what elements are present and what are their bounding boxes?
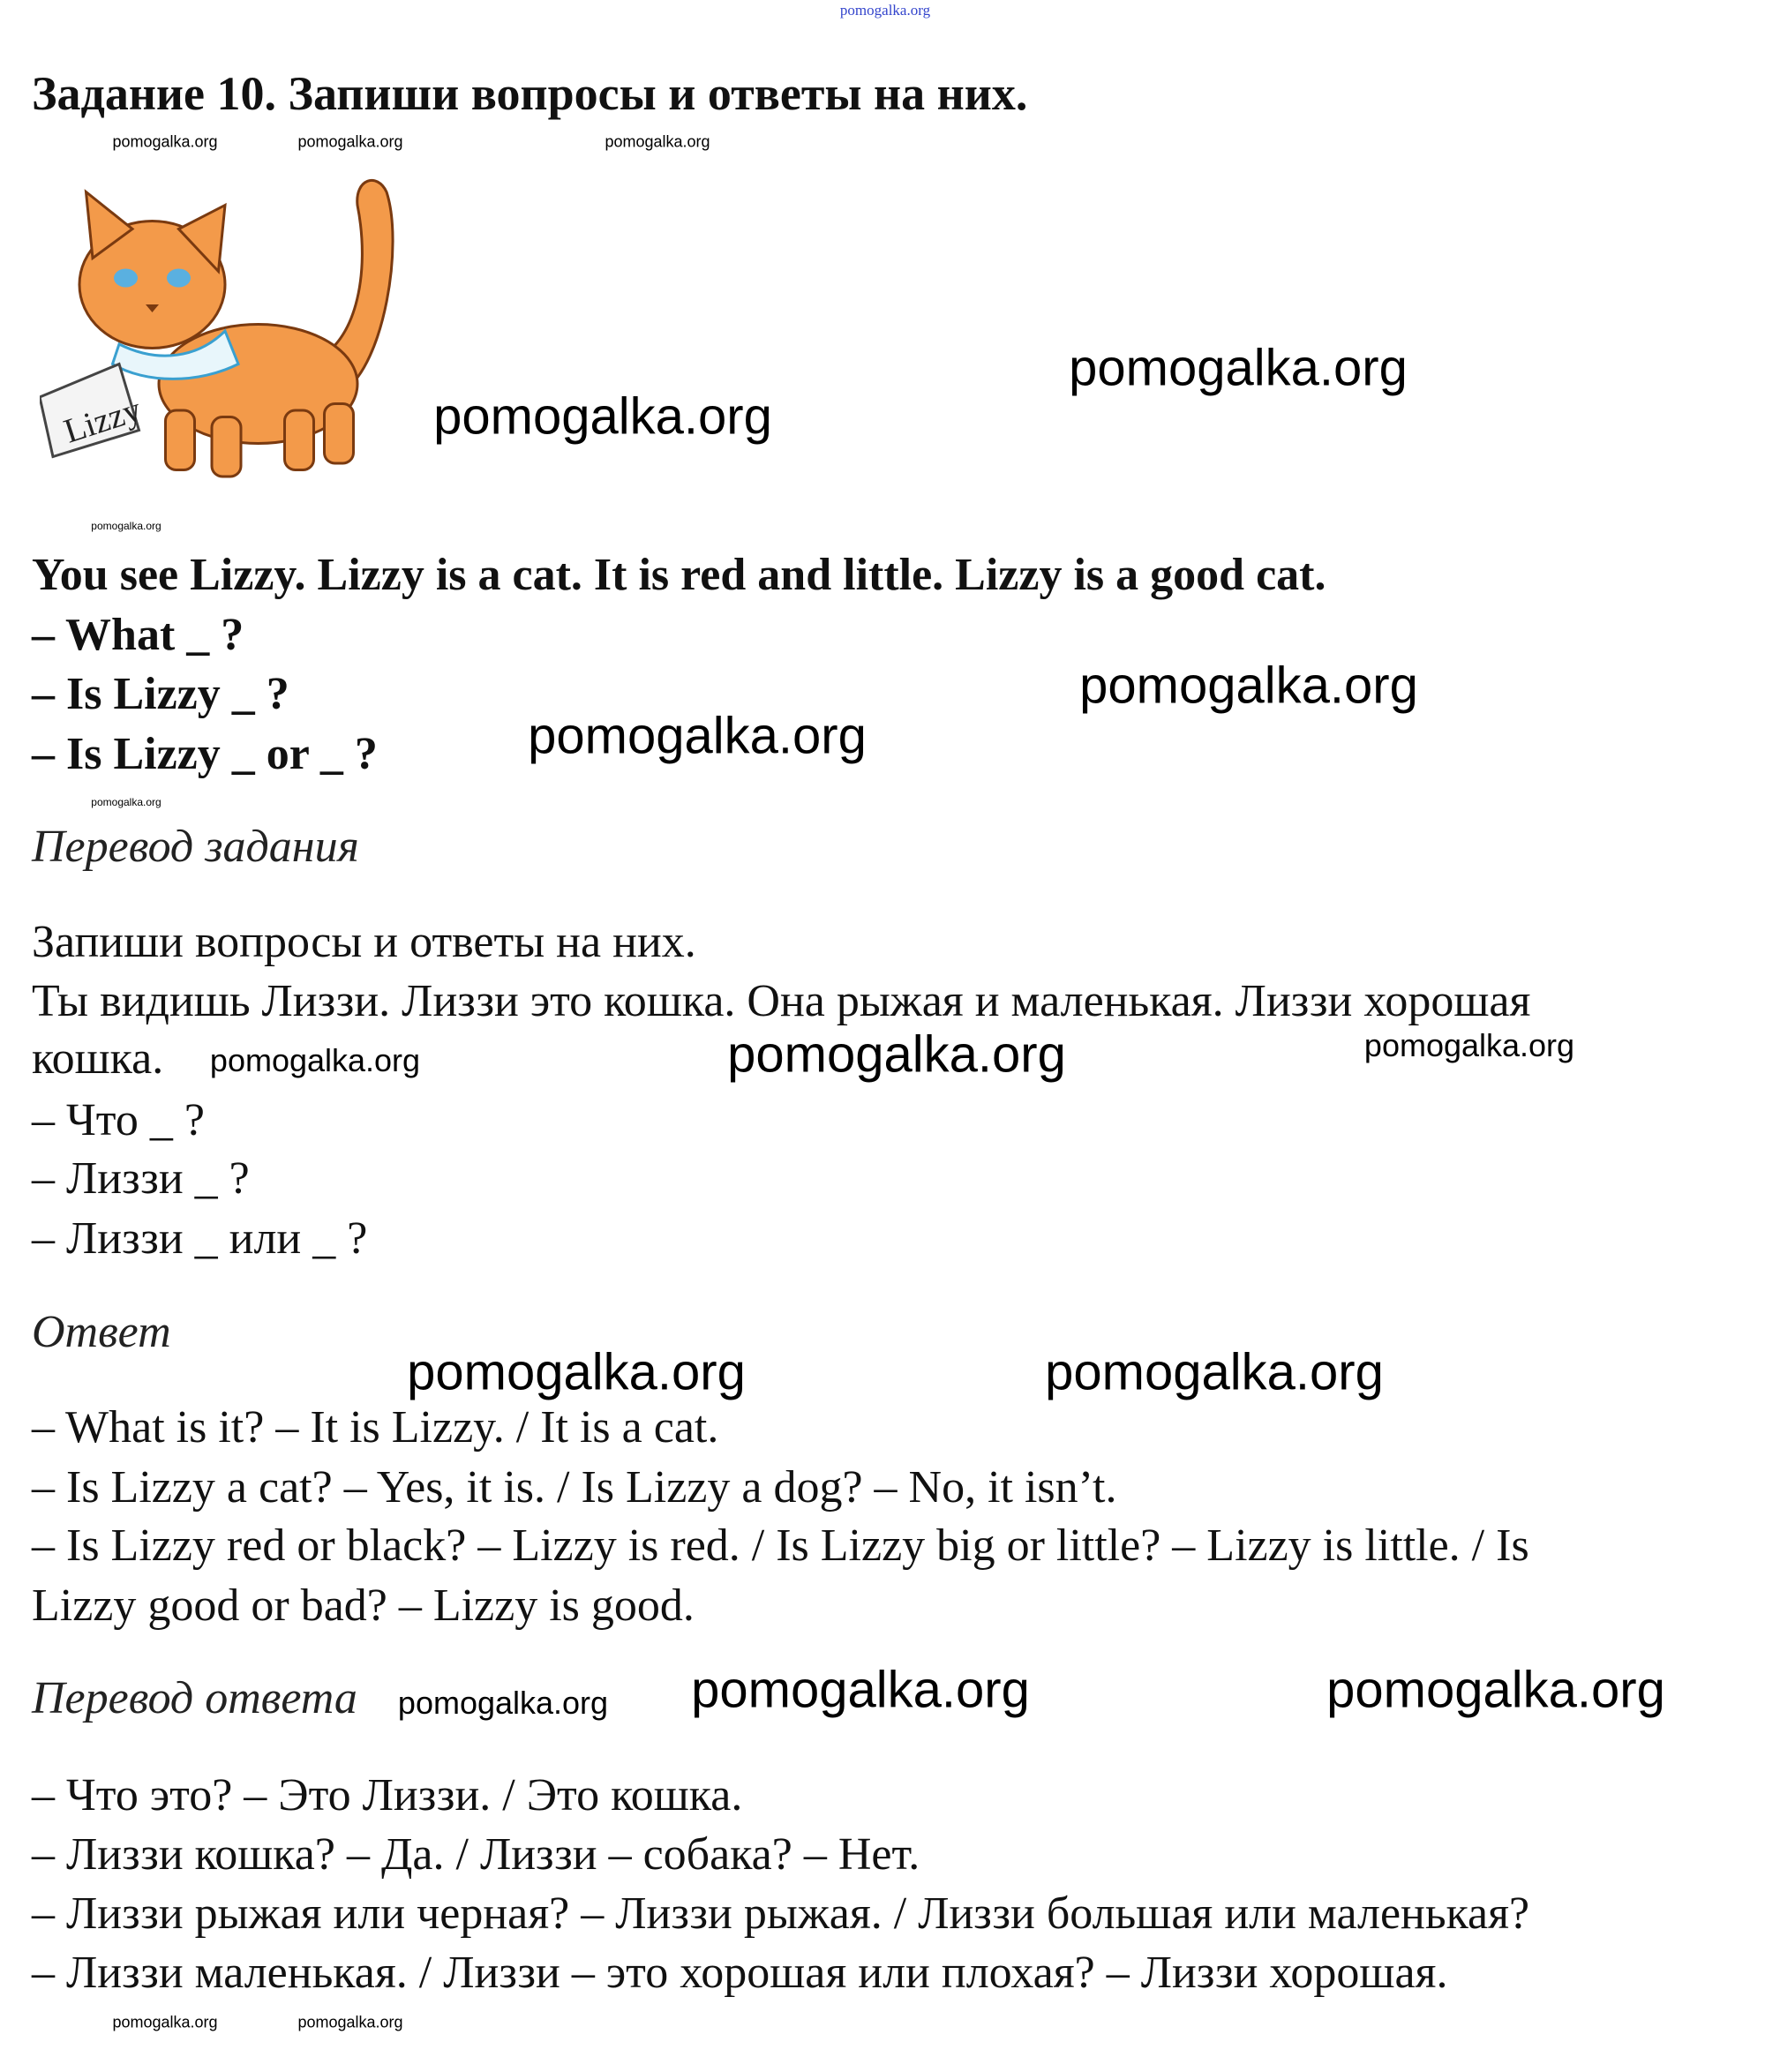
cat-illustration xyxy=(40,163,437,499)
watermark: pomogalka.org xyxy=(1326,1661,1665,1719)
answer-line: – Is Lizzy a cat? – Yes, it is. / Is Lizzy a dog? – No, it isn’t. xyxy=(32,1462,1117,1513)
watermark: pomogalka.org xyxy=(433,387,772,446)
watermark: pomogalka.org xyxy=(1069,339,1408,397)
watermark: pomogalka.org xyxy=(397,1685,609,1721)
task-question: – Is Lizzy _ ? xyxy=(32,669,289,719)
translation-line: – Что _ ? xyxy=(32,1095,205,1145)
watermark: pomogalka.org xyxy=(209,1042,421,1078)
watermark: pomogalka.org xyxy=(605,132,710,151)
answer-heading: Ответ xyxy=(32,1307,171,1357)
watermark: pomogalka.org xyxy=(112,2013,218,2031)
translation-line: кошка. xyxy=(32,1033,164,1084)
watermark: pomogalka.org xyxy=(1363,1027,1575,1063)
watermark: pomogalka.org xyxy=(1045,1343,1384,1401)
watermark: pomogalka.org xyxy=(691,1661,1030,1719)
answer-translation-line: – Что это? – Это Лиззи. / Это кошка. xyxy=(32,1770,743,1821)
translation-line: – Лиззи _ или _ ? xyxy=(32,1213,368,1264)
watermark: pomogalka.org xyxy=(297,2013,403,2031)
watermark: pomogalka.org xyxy=(91,520,161,532)
answer-translation-line: – Лиззи рыжая или черная? – Лиззи рыжая. / Лиззи большая или маленькая? xyxy=(32,1888,1530,1939)
answer-line: – Is Lizzy red or black? – Lizzy is red. / Is Lizzy big or little? – Lizzy is little. / Is xyxy=(32,1520,1529,1571)
translation-line: – Лиззи _ ? xyxy=(32,1153,250,1204)
watermark: pomogalka.org xyxy=(407,1343,746,1401)
watermark: pomogalka.org xyxy=(839,2,931,19)
answer-line: – What is it? – It is Lizzy. / It is a cat. xyxy=(32,1402,719,1453)
answer-translation-heading: Перевод ответа xyxy=(32,1673,357,1723)
watermark: pomogalka.org xyxy=(91,796,161,808)
ribbon-text: Lizzy xyxy=(59,390,146,451)
watermark: pomogalka.org xyxy=(528,707,867,765)
answer-translation-line: – Лиззи кошка? – Да. / Лиззи – собака? – Нет. xyxy=(32,1829,920,1880)
translation-line: Ты видишь Лиззи. Лиззи это кошка. Она рыжая и маленькая. Лиззи хорошая xyxy=(32,976,1531,1026)
watermark: pomogalka.org xyxy=(112,132,218,151)
answer-translation-line: – Лиззи маленькая. / Лиззи – это хорошая или плохая? – Лиззи хорошая. xyxy=(32,1948,1448,1998)
task-question: – Is Lizzy _ or _ ? xyxy=(32,729,378,779)
page-title: Задание 10. Запиши вопросы и ответы на них. xyxy=(32,67,1028,120)
task-text: You see Lizzy. Lizzy is a cat. It is red and little. Lizzy is a good cat. xyxy=(32,550,1326,600)
watermark: pomogalka.org xyxy=(297,132,403,151)
answer-line: Lizzy good or bad? – Lizzy is good. xyxy=(32,1580,695,1631)
watermark: pomogalka.org xyxy=(727,1025,1066,1084)
watermark: pomogalka.org xyxy=(1079,657,1418,715)
translation-line: Запиши вопросы и ответы на них. xyxy=(32,917,696,967)
task-question: – What _ ? xyxy=(32,610,244,660)
translation-heading: Перевод задания xyxy=(32,822,359,872)
